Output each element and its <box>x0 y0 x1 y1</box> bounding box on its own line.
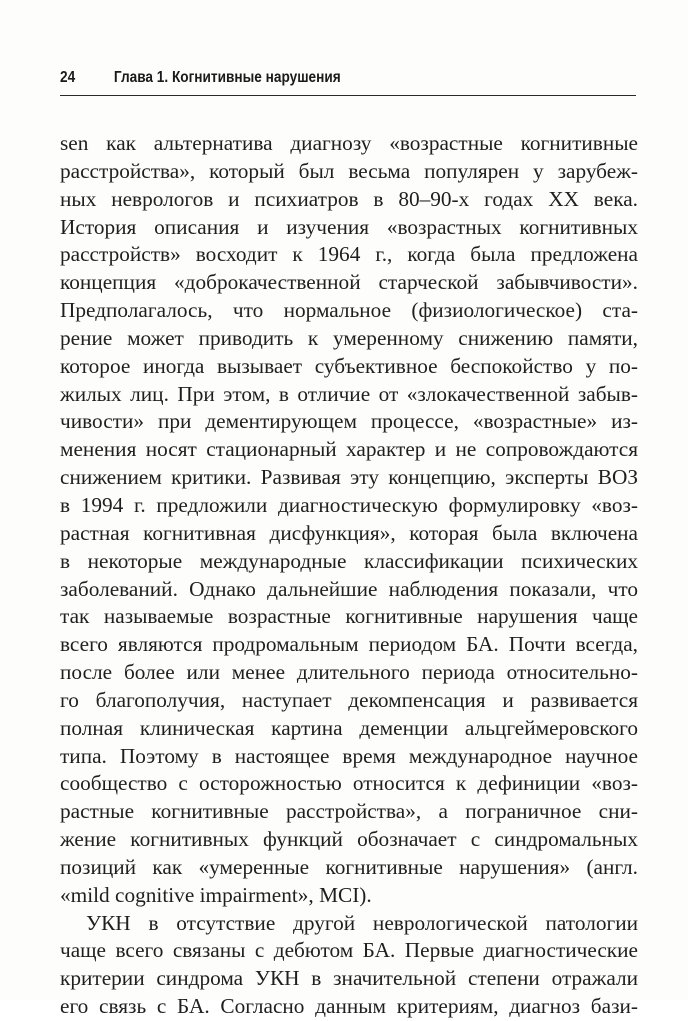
text-line: «mild cognitive impairment», MCI). <box>60 882 372 907</box>
text-line: полная клиническая картина деменции альцгеймеровского <box>60 715 638 740</box>
text-line: го благополучия, наступает декомпенсация и развивается <box>60 687 638 712</box>
page-number: 24 <box>60 69 76 86</box>
text-line: заболеваний. Однако дальнейшие наблюдения показали, что <box>60 576 638 601</box>
text-line: sen как альтернатива диагнозу «возрастные когнитивные <box>60 131 638 155</box>
text-line: чаще всего связаны с дебютом БА. Первые диагностические <box>60 938 638 963</box>
text-line: в 1994 г. предложили диагностическую формулировку «воз- <box>60 492 638 517</box>
paragraph-2 <box>60 910 638 1021</box>
text-line: чивости» при дементирующем процессе, «возрастные» из- <box>60 409 638 434</box>
text-line: в некоторые международные классификации психических <box>60 548 638 573</box>
text-line: позиций как «умеренные когнитивные нарушения» (англ. <box>60 854 638 879</box>
text-line: растная когнитивная дисфункция», которая была включена <box>60 520 638 545</box>
text-line: концепция «доброкачественной старческой забывчивости». <box>60 270 638 295</box>
text-line: его связь с БА. Согласно данным критериям, диагноз бази- <box>60 994 638 1019</box>
text-line: УКН в отсутствие другой неврологической патологии <box>86 910 638 935</box>
text-line: жение когнитивных функций обозначает с синдромальных <box>60 827 638 852</box>
header-rule <box>60 95 636 96</box>
text-line: после более или менее длительного периода относительно- <box>60 660 638 685</box>
text-line: расстройств» восходит к 1964 г., когда была предложена <box>60 242 638 267</box>
text-line: ных неврологов и психиатров в 80–90-х годах XX века. <box>60 186 638 211</box>
text-line: всего являются продромальным периодом БА. Почти всегда, <box>60 632 638 657</box>
chapter-title: Глава 1. Когнитивные нарушения <box>113 69 341 86</box>
text-line: так называемые возрастные когнитивные нарушения чаще <box>60 604 638 629</box>
text-line: менения носят стационарный характер и не сопровождаются <box>60 437 638 462</box>
text-line: жилых лиц. При этом, в отличие от «злокачественной забыв- <box>60 381 638 406</box>
text-line: сообщество с осторожностью относится к дефиниции «воз- <box>60 771 638 796</box>
running-head <box>60 68 570 92</box>
paragraph-1 <box>60 130 638 910</box>
text-line: рение может приводить к умеренному снижению памяти, <box>60 325 638 350</box>
text-line: История описания и изучения «возрастных когнитивных <box>60 214 638 239</box>
text-line: критерии синдрома УКН в значительной степени отражали <box>60 966 638 991</box>
text-line: расстройства», который был весьма популярен у зарубеж- <box>60 158 638 183</box>
text-line: растные когнитивные расстройства», а пограничное сни- <box>60 799 638 824</box>
text-line: снижением критики. Развивая эту концепцию, эксперты ВОЗ <box>60 465 638 490</box>
body-text <box>60 130 638 1021</box>
text-line: Предполагалось, что нормальное (физиологическое) ста- <box>60 298 638 323</box>
text-line: типа. Поэтому в настоящее время международное научное <box>60 743 638 768</box>
text-line: которое иногда вызывает субъективное беспокойство у по- <box>60 353 638 378</box>
